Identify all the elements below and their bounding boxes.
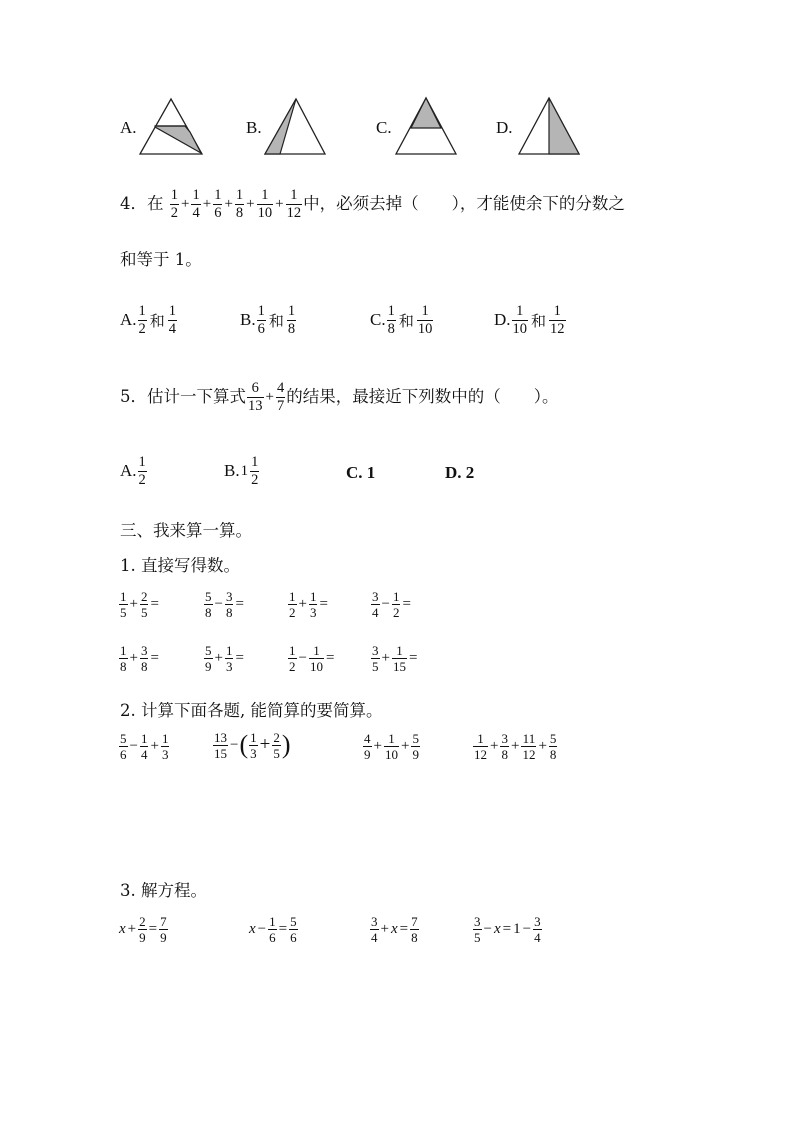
equation-1: x + $\frac{2}{9}$ = $\frac{7}{9}$ [119,914,167,945]
q3-option-d-label: D. [496,118,513,137]
q5-number: 5． [120,387,147,406]
question-5: 5．估计一下算式 $\frac{6}{13}$ + $\frac{4}{7}$ 的结果，最接近下列数中的（ ）。 [120,380,559,414]
calc-1-3: $\frac{1}{2}$ + $\frac{1}{3}$ = [289,589,328,620]
q5-prefix: 估计一下算式 [147,387,246,406]
expr-2-1: $\frac{5}{6}$ − $\frac{1}{4}$ + $\frac{1}{3}$ [120,731,169,762]
q4-suffix: 中，必须去掉（ ），才能使余下的分数之 [303,194,625,213]
q4-term-1: $\frac{1}{2}$ [170,187,178,221]
q3-option-d-triangle[interactable] [515,96,583,158]
q5-option-a[interactable]: A. $\frac{1}{2}$ [120,454,146,488]
equation-3: $\frac{3}{4}$ + x = $\frac{7}{8}$ [371,914,418,945]
expr-2-4: $\frac{1}{12}$ + $\frac{3}{8}$ + $\frac{11}{12}$ + $\frac{5}{8}$ [474,731,557,762]
q4-term-3: $\frac{1}{6}$ [214,187,222,221]
equation-4: $\frac{3}{5}$ − x = 1 − $\frac{3}{4}$ [474,914,541,945]
q4-number: 4． [120,194,147,213]
calc-2-2: $\frac{5}{9}$ + $\frac{1}{3}$ = [205,643,244,674]
q3-option-b-label: B. [246,118,262,137]
q3-option-b-triangle[interactable] [262,96,328,158]
q5-option-c[interactable]: C. 1 [346,463,376,482]
question-4: 4．在 $\frac{1}{2}$ + $\frac{1}{4}$ + $\frac{1}{6}$ + $\frac{1}{8}$ + $\frac{1}{10}$ + $\frac{1}{12}$ 中，必须去掉（ ），才能使余下的分数之 [120,187,625,221]
calc-2-1: $\frac{1}{8}$ + $\frac{3}{8}$ = [120,643,159,674]
q4-option-a[interactable]: A. $\frac{1}{2}$ 和 $\frac{1}{4}$ [120,303,177,337]
part-3-title: 3. 解方程。 [120,881,207,900]
q4-term-6: $\frac{1}{12}$ [286,187,302,221]
q4-term-4: $\frac{1}{8}$ [235,187,244,221]
q4-term-5: $\frac{1}{10}$ [257,187,273,221]
q3-option-c-label: C. [376,118,392,137]
q5-frac-a: $\frac{6}{13}$ [248,380,263,414]
part-2-title: 2. 计算下面各题, 能简算的要简算。 [120,701,383,720]
calc-1-1: $\frac{1}{5}$ + $\frac{2}{5}$ = [120,589,159,620]
q4-prefix: 在 [147,194,164,213]
q3-option-c-triangle[interactable] [393,96,459,158]
q5-option-b[interactable]: B.1 $\frac{1}{2}$ [224,454,259,488]
q4-option-d[interactable]: D. $\frac{1}{10}$ 和 $\frac{1}{12}$ [494,303,565,337]
q4-term-2: $\frac{1}{4}$ [192,187,200,221]
q3-option-a-triangle[interactable] [138,96,206,158]
q3-option-a-label: A. [120,118,137,137]
q5-suffix: 的结果，最接近下列数中的（ ）。 [286,387,559,406]
calc-2-4: $\frac{3}{5}$ + $\frac{1}{15}$ = [372,643,418,674]
calc-1-2: $\frac{5}{8}$ − $\frac{3}{8}$ = [205,589,244,620]
q4-option-c[interactable]: C. $\frac{1}{8}$ 和 $\frac{1}{10}$ [370,303,433,337]
part-1-title: 1. 直接写得数。 [120,556,240,575]
q5-option-d[interactable]: D. 2 [445,463,475,482]
calc-1-4: $\frac{3}{4}$ − $\frac{1}{2}$ = [372,589,411,620]
q5-frac-b: $\frac{4}{7}$ [276,380,285,414]
section-3-title: 三、我来算一算。 [120,521,252,540]
q4-line2: 和等于 1。 [120,250,202,269]
q4-option-b[interactable]: B. $\frac{1}{6}$ 和 $\frac{1}{8}$ [240,303,296,337]
equation-2: x − $\frac{1}{6}$ = $\frac{5}{6}$ [249,914,297,945]
expr-2-2: $\frac{13}{15}$ −( $\frac{1}{3}$ + $\frac{2}{5}$ ) [214,729,291,761]
expr-2-3: $\frac{4}{9}$ + $\frac{1}{10}$ + $\frac{5}{9}$ [364,731,419,762]
calc-2-3: $\frac{1}{2}$ − $\frac{1}{10}$ = [289,643,335,674]
